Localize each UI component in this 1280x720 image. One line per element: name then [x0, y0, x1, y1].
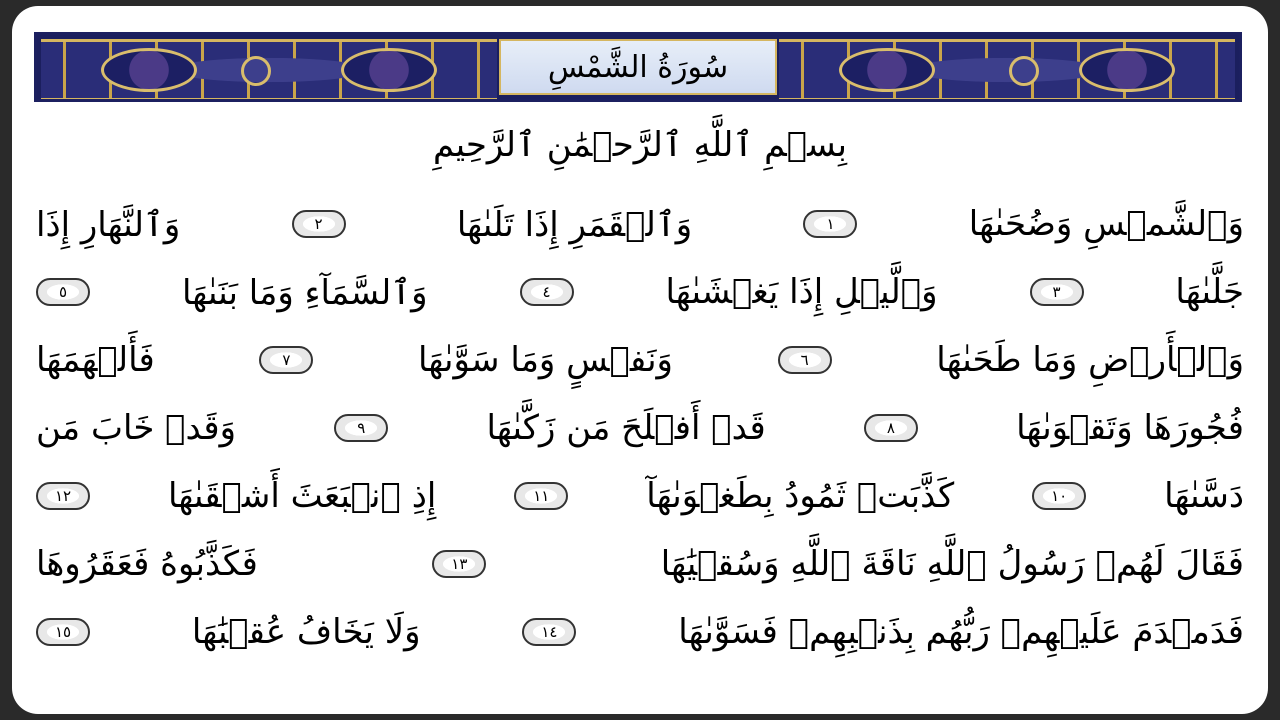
verses-block	[36, 190, 1244, 666]
verse-line	[36, 190, 1244, 258]
ring-icon	[241, 56, 271, 86]
verse-line	[36, 394, 1244, 462]
verse-text: وَلَا يَخَافُ عُقۡبَٰهَا	[191, 612, 421, 652]
verse-number-marker: ٩	[334, 414, 388, 442]
verse-number-marker: ٦	[778, 346, 832, 374]
verse-number-marker: ١٢	[36, 482, 90, 510]
verse-text: وَٱلسَّمَآءِ وَمَا بَنَىٰهَا	[181, 272, 428, 313]
verse-text: فَقَالَ لَهُمۡ رَسُولُ ٱللَّهِ نَاقَةَ ٱللَّهِ وَسُقۡيَٰهَا	[660, 544, 1244, 584]
verse-number-marker: ١٤	[522, 618, 576, 646]
verse-line	[36, 326, 1244, 394]
verse-number-marker: ٤	[520, 278, 574, 306]
verse-text: فَكَذَّبُوهُ فَعَقَرُوهَا	[36, 544, 258, 584]
verse-number-marker: ٧	[259, 346, 313, 374]
ornament-left	[41, 39, 497, 101]
verse-line	[36, 462, 1244, 530]
surah-title-panel	[499, 39, 777, 95]
mushaf-page	[12, 6, 1268, 714]
ornament-right	[779, 39, 1235, 101]
surah-title: سُورَةُ الشَّمْسِ	[547, 49, 729, 85]
verse-text: وَٱلۡأَرۡضِ وَمَا طَحَىٰهَا	[936, 340, 1244, 380]
verse-text: كَذَّبَتۡ ثَمُودُ بِطَغۡوَىٰهَآ	[646, 476, 955, 516]
verse-text: فَدَمۡدَمَ عَلَيۡهِمۡ رَبُّهُم بِذَنۢبِهِمۡ فَسَوَّىٰهَا	[678, 612, 1244, 652]
verse-text: دَسَّىٰهَا	[1164, 476, 1244, 516]
verse-text: وَٱلَّيۡلِ إِذَا يَغۡشَىٰهَا	[665, 272, 938, 312]
medallion-icon	[1079, 48, 1175, 92]
verse-number-marker: ١٣	[432, 550, 486, 578]
verse-text: وَنَفۡسٍ وَمَا سَوَّىٰهَا	[417, 340, 673, 380]
verse-text: وَٱلۡقَمَرِ إِذَا تَلَىٰهَا	[456, 204, 693, 245]
basmala: بِسۡمِ ٱللَّهِ ٱلرَّحۡمَٰنِ ٱلرَّحِيمِ	[433, 125, 847, 165]
verse-number-marker: ١١	[514, 482, 568, 510]
verse-number-marker: ١	[803, 210, 857, 238]
verse-line	[36, 530, 1244, 598]
ring-icon	[1009, 56, 1039, 86]
verse-line	[36, 598, 1244, 666]
medallion-icon	[839, 48, 935, 92]
verse-number-marker: ٥	[36, 278, 90, 306]
verse-number-marker: ١٠	[1032, 482, 1086, 510]
verse-text: وَٱلشَّمۡسِ وَضُحَىٰهَا	[968, 204, 1244, 244]
verse-text: وَقَدۡ خَابَ مَن	[36, 408, 237, 448]
verse-text: فَأَلۡهَمَهَا	[36, 340, 155, 380]
verse-number-marker: ٨	[864, 414, 918, 442]
verse-number-marker: ١٥	[36, 618, 90, 646]
surah-header-banner	[34, 32, 1242, 102]
verse-line	[36, 258, 1244, 326]
verse-number-marker: ٢	[292, 210, 346, 238]
verse-text: وَٱلنَّهَارِ إِذَا	[36, 204, 181, 245]
verse-text: إِذِ ٱنۢبَعَثَ أَشۡقَىٰهَا	[167, 476, 437, 516]
verse-text: قَدۡ أَفۡلَحَ مَن زَكَّىٰهَا	[486, 408, 766, 448]
verse-number-marker: ٣	[1030, 278, 1084, 306]
verse-text: فُجُورَهَا وَتَقۡوَىٰهَا	[1016, 408, 1244, 448]
medallion-icon	[341, 48, 437, 92]
medallion-icon	[101, 48, 197, 92]
verse-text: جَلَّىٰهَا	[1175, 272, 1244, 312]
